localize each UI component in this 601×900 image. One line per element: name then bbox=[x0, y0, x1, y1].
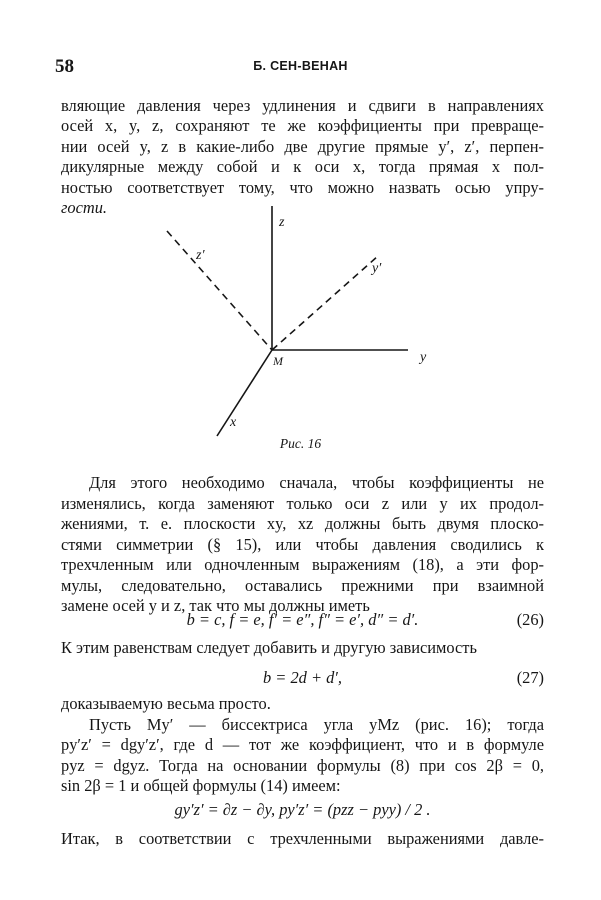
z-prime-axis bbox=[167, 231, 272, 350]
equation-27-number: (27) bbox=[516, 668, 544, 687]
z-prime-label: z′ bbox=[196, 248, 205, 263]
page-number: 58 bbox=[55, 56, 74, 77]
running-head: Б. СЕН-ВЕНАН bbox=[253, 59, 348, 73]
y-prime-axis bbox=[272, 256, 378, 350]
text-line: жениями, т. е. плоскости xy, xz должны быть двумя плоско- bbox=[61, 514, 544, 533]
text-line: Итак, в соответствии с трехчленными выражениями давле- bbox=[61, 829, 544, 848]
text-line: Для этого необходимо сначала, чтобы коэффициенты не bbox=[89, 473, 544, 492]
text-line: К этим равенствам следует добавить и другую зависимость bbox=[61, 638, 477, 657]
text-line: Пусть My′ — биссектриса угла yMz (рис. 16); тогда bbox=[89, 715, 544, 734]
equation-27: b = 2d + d′, bbox=[263, 668, 342, 687]
text-line: замене осей y и z, так что мы должны иметь bbox=[61, 596, 370, 615]
text-line: sin 2β = 1 и общей формулы (14) имеем: bbox=[61, 776, 341, 795]
equation-final: gy′z′ = ∂z − ∂y, py′z′ = (pzz − pyy) / 2 . bbox=[174, 800, 431, 819]
text-line: доказываемую весьма просто. bbox=[61, 694, 271, 713]
text-line: осей x, y, z, сохраняют те же коэффициенты при превраще- bbox=[61, 116, 544, 135]
text-line: pyz = dgyz. Тогда на основании формулы (8) при cos 2β = 0, bbox=[61, 756, 544, 775]
text-line: вляющие давления через удлинения и сдвиги в направлениях bbox=[61, 96, 544, 115]
text-line: дикулярные между собой и к оси x, тогда прямая x пол- bbox=[61, 157, 544, 176]
text-line: py′z′ = dgy′z′, где d — тот же коэффициент, что и в формуле bbox=[61, 735, 544, 754]
figure-caption: Рис. 16 bbox=[279, 436, 322, 451]
equation-26-number: (26) bbox=[516, 610, 544, 629]
text-line: мулы, следовательно, оставались прежними при взаимной bbox=[61, 576, 544, 595]
x-label: x bbox=[230, 415, 237, 430]
z-label: z bbox=[279, 215, 285, 230]
point-m-label: M bbox=[273, 354, 283, 368]
y-label: y bbox=[420, 350, 427, 365]
text-line: изменялись, когда заменяют только оси z или y их продол- bbox=[61, 494, 544, 513]
text-line: нии осей y, z в какие-либо две другие прямые y′, z′, перпен- bbox=[61, 137, 544, 156]
y-prime-label: y′ bbox=[372, 261, 382, 276]
text-line: стями симметрии (§ 15), или чтобы давления сводились к bbox=[61, 535, 544, 554]
text-line: трехчленным или одночленным выражениям (18), а эти фор- bbox=[61, 555, 544, 574]
text-line: ностью соответствует тому, что можно назвать осью упру- bbox=[61, 178, 544, 197]
equation-26: b = c, f = e, f′ = e″, f″ = e′, d″ = d′. bbox=[186, 610, 419, 629]
text-line: гости. bbox=[61, 198, 107, 217]
x-axis bbox=[217, 350, 272, 436]
